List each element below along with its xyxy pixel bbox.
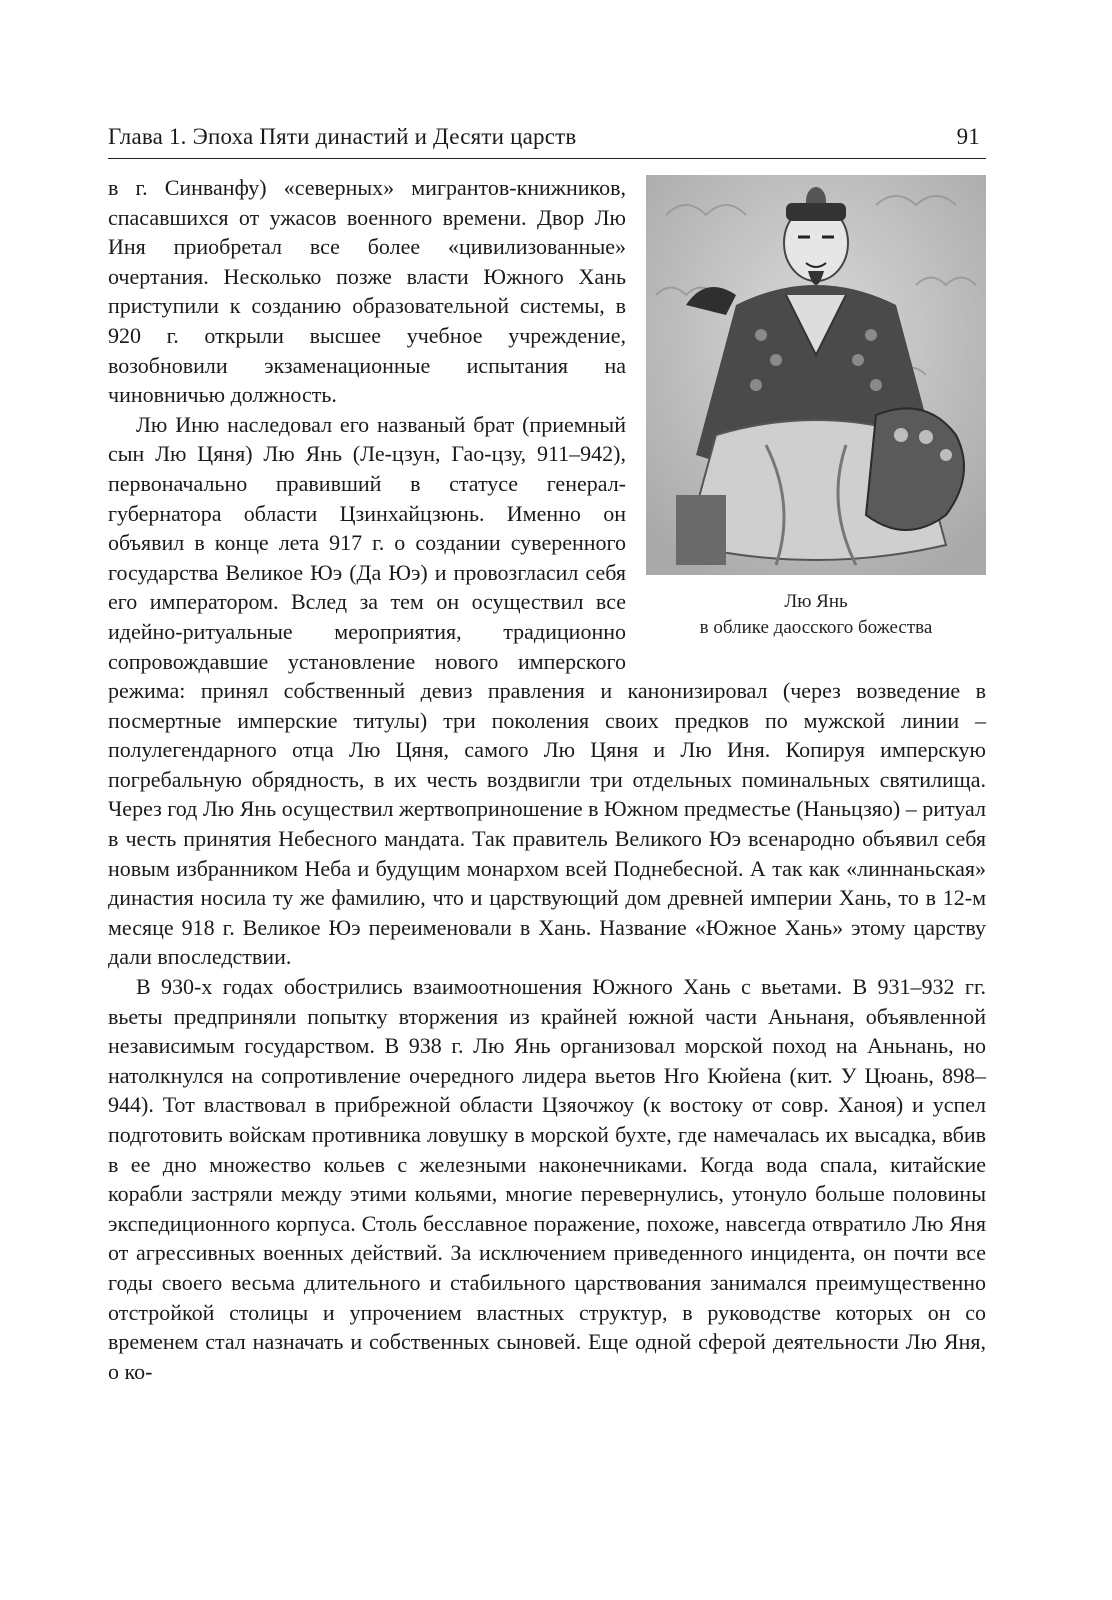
running-head bbox=[108, 118, 986, 159]
paragraph-1: в г. Синванфу) «северных» мигрантов-книжников, спасавшихся от ужасов военного времени. Двор Лю Иня приобретал все более «цивилизованные» очертания. Несколько позже власти Южного Хань приступили к созданию образовательной системы, в 920 г. открыли высшее учебное учреждение, возобновили экзаменационные испытания на чиновничью должность. bbox=[108, 175, 626, 408]
caption-line-2: в облике даосского божества bbox=[699, 617, 933, 638]
page-number: 91 bbox=[956, 124, 980, 149]
figure-caption bbox=[646, 589, 986, 641]
chapter-title: Глава 1. Эпоха Пяти династий и Десяти царств bbox=[108, 124, 577, 149]
body-text bbox=[108, 173, 986, 1386]
paragraph-2: Лю Иню наследовал его названый брат (приемный сын Лю Цяня) Лю Янь (Ле-цзун, Гао-цзу, 911–942), первоначально правивший в статусе генерал-губернатора области Цзинхайцзюнь. Именно он объявил в конце лета 917 г. о создании суверенного государства Великое Юэ (Да Юэ) и провозгласил себя его императором. Вслед за тем он осуществил все идейно-ритуальные мероприятия, традиционно сопровождавшие установление нового имперского режима: принял собственный девиз правления и канонизировал (через возведение в посмертные имперские титулы) три поколения своих предков по мужской линии – полулегендарного отца Лю Цяня, самого Лю Цяня и Лю Иня. Копируя имперскую погребальную обрядность, в их честь воздвигли три отдельных поминальных святилища. Через год Лю Янь осуществил жертвоприношение в Южном предместье (Наньцзяо) – ритуал в честь принятия Небесного мандата. Так правитель Великого Юэ всенародно объявил себя новым избранником Неба и будущим монархом всей Поднебесной. А так как «линнаньская» династия носила ту же фамилию, что и царствующий дом древней империи Хань, то в 12-м месяце 918 г. Великое Юэ переименовали в Хань. Название «Южное Хань» этому царству дали впоследствии. bbox=[108, 411, 986, 970]
figure bbox=[646, 175, 986, 641]
book-page bbox=[108, 118, 986, 1386]
portrait-illustration-icon bbox=[646, 175, 986, 575]
paragraph-3: В 930-х годах обострились взаимоотношения Южного Хань с вьетами. В 931–932 гг. вьеты предприняли попытку вторжения из крайней южной части Аньнаня, объявленной независимым государством. В 938 г. Лю Янь организовал морской поход на Аньнань, но натолкнулся на сопротивление очередного лидера вьетов Нго Кюйена (кит. У Цюань, 898–944). Тот властвовал в прибрежной области Цзяочжоу (к востоку от совр. Ханоя) и успел подготовить войскам противника ловушку в морской бухте, где намечалась их высадка, вбив в ее дно множество кольев с железными наконечниками. Когда вода спала, китайские корабли застряли между этими кольями, многие перевернулись, утонуло больше половины экспедиционного корпуса. Столь бесславное поражение, похоже, навсегда отвратило Лю Яня от агрессивных военных действий. За исключением приведенного инцидента, он почти все годы своего весьма длительного и стабильного царствования занимался преимущественно отстройкой столицы и упрочением властных структур, в руководстве которых он со временем стал назначать и собственных сыновей. Еще одной сферой деятельности Лю Яня, о ко- bbox=[108, 974, 986, 1384]
caption-line-1: Лю Янь bbox=[784, 591, 848, 612]
